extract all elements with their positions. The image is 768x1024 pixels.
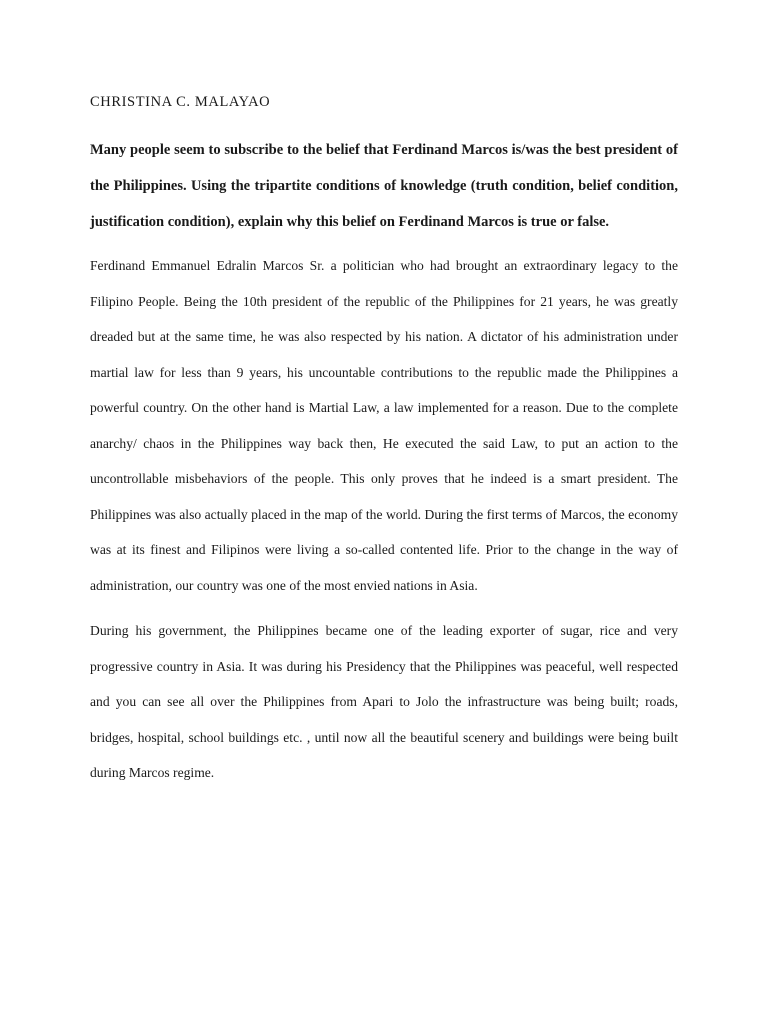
body-paragraph-1: Ferdinand Emmanuel Edralin Marcos Sr. a politician who had brought an extraordinary legacy to the Filipino People. Being the 10th president of the republic of the Philippines for 21 years, he was greatly dreaded but at the same time, he was also respected by his nation. A dictator of his administration under martial law for less than 9 years, his uncountable contributions to the republic made the Philippines a powerful country. On the other hand is Martial Law, a law implemented for a reason. Due to the complete anarchy/ chaos in the Philippines way back then, He executed the said Law, to put an action to the uncontrollable misbehaviors of the people. This only proves that he indeed is a smart president. The Philippines was also actually placed in the map of the world. During the first terms of Marcos, the economy was at its finest and Filipinos were living a so-called contented life. Prior to the change in the way of administration, our country was one of the most envied nations in Asia. xyxy=(90,258,678,593)
body-paragraph-2: During his government, the Philippines became one of the leading exporter of sugar, rice and very progressive country in Asia. It was during his Presidency that the Philippines was peaceful, well respected and you can see all over the Philippines from Apari to Jolo the infrastructure was being built; roads, bridges, hospital, school buildings etc. , until now all the beautiful scenery and buildings were being built during Marcos regime. xyxy=(90,623,678,780)
essay-prompt: Many people seem to subscribe to the belief that Ferdinand Marcos is/was the best president of the Philippines. Using the tripartite conditions of knowledge (truth condition, belief condition, justification condition), explain why this belief on Ferdinand Marcos is true or false. xyxy=(90,142,678,230)
author-name: CHRISTINA C. MALAYAO xyxy=(90,94,271,110)
